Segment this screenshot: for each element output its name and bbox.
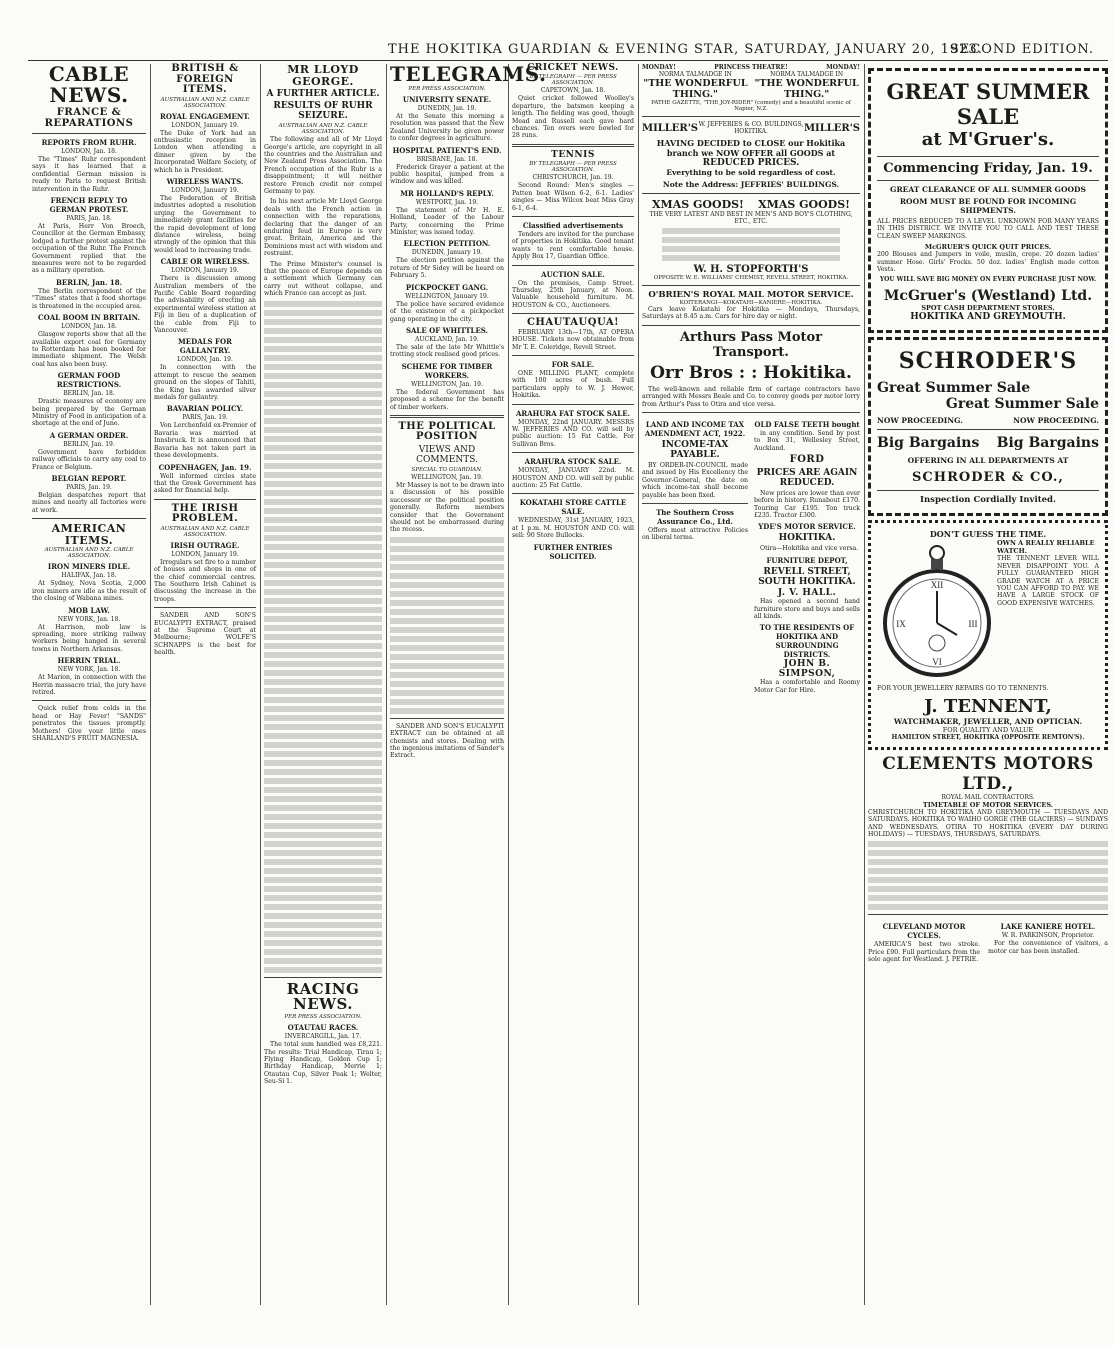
dateline: WELLINGTON, Jan. 19. xyxy=(411,473,483,481)
story-text: Quiet cricket followed Woolley's departure, the batsmen keeping a length. The fielding was good, though Mead and Russell each gave hard chances. Ten overs were bowled for 28 runs. xyxy=(512,95,634,140)
dateline: BERLIN, Jan. 18. xyxy=(63,390,115,398)
dateline: WELLINGTON, January 19. xyxy=(405,292,489,300)
mcgruers-text: ALL PRICES REDUCED TO A LEVEL UNKNOWN FOR MANY YEARS IN THIS DISTRICT. WE INVITE YOU TO CALL AND TEST THESE CLEAN SWEEP MARKINGS. xyxy=(877,218,1099,240)
story-text: The federal Government has proposed a scheme for the benefit of timber workers. xyxy=(390,388,504,411)
story-head: COAL BOOM IN BRITAIN. xyxy=(38,313,140,323)
ad-text: ONE MILLING PLANT, complete with 100 acres of bush. Full particulars apply to W. J. Hewer, Hokitika. xyxy=(512,369,634,400)
kaniere-name: W. R. PARKINSON, Proprietor. xyxy=(1001,932,1095,940)
story-head: FRENCH REPLY TO GERMAN PROTEST. xyxy=(49,196,129,215)
dateline: DUNEDIN, January 19. xyxy=(411,249,483,257)
story-head: BELGIAN REPORT. xyxy=(51,473,127,483)
story-text: The Duke of York had an enthusiastic reception in London when attending a dinner given by the Incorporated Welfare Society, of which he is President. xyxy=(154,129,256,174)
ad-sub: INCOME-TAX PAYABLE. xyxy=(661,440,729,461)
story-head: MOB LAW. xyxy=(68,605,110,615)
story-text: At the Senate this morning a resolution was passed that the New Zealand University be given power to confer degrees in agriculture. xyxy=(390,113,504,143)
ad-head: FOR SALE. xyxy=(551,359,595,369)
ad-sub: HOKITIKA. xyxy=(778,533,836,544)
chautauqua-heading: CHAUTAUQUA! xyxy=(526,317,620,329)
story-head: IRON MINERS IDLE. xyxy=(47,562,131,572)
story-text: Well informed circles state that the Greek Government has asked for financial help. xyxy=(154,472,256,495)
dateline: NEW YORK, Jan. 18. xyxy=(57,666,121,674)
story-text: The statement of Mr H. E. Holland, Leader of the Labour Party, concerning the Prime Minister, was issued today. xyxy=(390,206,504,237)
theatre-right-label: MONDAY! xyxy=(826,64,860,71)
now-proceeding: NOW PROCEEDING. xyxy=(877,416,963,426)
timetable-filler xyxy=(868,841,1108,910)
ad-text: Offers most attractive Policies on liberal terms. xyxy=(642,527,748,542)
xmas-head: XMAS GOODS! xyxy=(652,198,744,211)
film-title: "THE WONDERFUL THING." xyxy=(643,78,748,100)
story-head: PICKPOCKET GANG. xyxy=(405,282,489,292)
story-text: The "Times" Ruhr correspondent says it has learned that a confidential German mission is ready to Paris to request British intervention in the Ruhr. xyxy=(32,156,146,193)
story-text: At Harrison, mob law is spreading, more striking railway workers being hanged in several towns in Northern Arkansas. xyxy=(32,623,146,653)
story-head: BERLIN, Jan. 18. xyxy=(55,277,123,287)
story-head: MR HOLLAND'S REPLY. xyxy=(400,188,494,198)
ad-text: FEBRUARY 13th—17th, AT OPERA HOUSE. Tickets now obtainable from Mr T. E. Coleridge, Revell Street. xyxy=(512,328,634,351)
story-text: Government have forbidden railway officials to carry any coal to France or Belgium. xyxy=(32,448,146,471)
column-local-ads xyxy=(642,64,860,1305)
tennent-trade: WATCHMAKER, JEWELLER, AND OPTICIAN. xyxy=(893,716,1083,726)
dateline: BRISBANE, Jan. 18. xyxy=(416,155,478,163)
tennent-ad xyxy=(868,520,1108,749)
masthead-title: THE HOKITIKA GUARDIAN & EVENING STAR, SATURDAY, JANUARY 20, 1923. xyxy=(388,42,983,57)
credit-line: PER PRESS ASSOCIATION. xyxy=(284,1014,362,1021)
kaniere-text: For the convenience of visitors, a motor car has been installed. xyxy=(988,940,1108,955)
story-text: The Berlin correspondent of the "Times" states that a food shortage is threatened in the occupied area. xyxy=(32,287,146,310)
millers-everything: Everything to be sold regardless of cost. xyxy=(666,168,836,177)
political-position-heading: THE POLITICAL POSITION xyxy=(398,420,496,443)
racing-news-heading: RACING NEWS. xyxy=(286,979,360,1014)
arthurs-pass-ad xyxy=(642,330,860,408)
tennent-address: HAMILTON STREET, HOKITIKA (OPPOSITE REMTON'S). xyxy=(891,733,1085,741)
story-head: CABLE OR WIRELESS. xyxy=(160,257,250,267)
story-head: MEDALS FOR GALLANTRY. xyxy=(178,337,232,356)
story-text: Von Lerchenfeld ex-Premier of Bavaria was married at Innsbruck. It is announced that Bavaria has not taken part in these developments. xyxy=(154,422,256,460)
cleveland-head: CLEVELAND MOTOR CYCLES. xyxy=(882,922,966,941)
dateline: LONDON, January 19. xyxy=(171,267,239,275)
credit-line: AUSTRALIAN AND N.Z. CABLE ASSOCIATION. xyxy=(278,123,368,136)
mcgruers-company: McGruer's (Westland) Ltd. xyxy=(883,288,1093,305)
star-name: NORMA TALMADGE IN xyxy=(770,71,844,78)
ad-text: BY ORDER-IN-COUNCIL made and issued by His Excellency the Governor-General, the date on which income-tax shall become payable has been fixed. xyxy=(642,462,748,499)
ad-head: Classified advertisements xyxy=(522,220,624,230)
column-cable-news xyxy=(32,64,146,1305)
millers-label: MILLER'S xyxy=(642,122,699,134)
ad-head: TO THE RESIDENTS OF HOKITIKA AND SURROUNDING DISTRICTS. xyxy=(759,623,855,660)
clements-sub: ROYAL MAIL CONTRACTORS. xyxy=(941,793,1035,801)
mcgruers-ad xyxy=(868,68,1108,333)
schroders-line: Great Summer Sale xyxy=(877,380,1031,397)
mcgruers-save: YOU WILL SAVE BIG MONEY ON EVERY PURCHASE JUST NOW. xyxy=(879,276,1097,284)
british-foreign-heading: BRITISH & FOREIGN ITEMS. xyxy=(171,63,239,95)
dateline: HALIFAX, Jan. 18. xyxy=(61,572,117,580)
story-text: Second Round: Men's singles — Patten beat Wilson 6-2, 6-1. Ladies' singles — Miss Wilcox beat Miss Gray 6-1, 6-4. xyxy=(512,182,634,212)
mcgruers-towns: HOKITIKA AND GREYMOUTH. xyxy=(910,312,1066,323)
story-head: ROYAL ENGAGEMENT. xyxy=(160,111,250,121)
obrien-sub: KOITERANGI—KOKATAHI—KANIERE—HOKITIKA. xyxy=(679,300,823,306)
story-text: Irregulars set fire to a number of houses and shops in one of the chief commercial centres. The Southern Irish Cabinet is discussing the increase in the troops. xyxy=(154,558,256,603)
dateline: NEW YORK, Jan. 18. xyxy=(57,615,121,623)
mcgruers-at: at M'Gruer's. xyxy=(921,129,1055,150)
hall-name: J. V. HALL. xyxy=(777,587,837,598)
story-text: Drastic measures of economy are being prepared by the German Ministry of Food in anticipation of a shortage at the end of June. xyxy=(32,398,146,428)
story-text: The Federation of British industries adopted a resolution urging the Government to immediately grant facilities for the rapid development of long distance wireless, being strongly of the opinion that this would lead to increasing trade. xyxy=(154,194,256,254)
millers-reduced: REDUCED PRICES. xyxy=(702,158,800,168)
orr-bros: Orr Bros : : Hokitika. xyxy=(650,362,852,383)
tennent-head: DON'T GUESS THE TIME. xyxy=(929,529,1047,540)
column-display-ads xyxy=(868,64,1108,1305)
story-head: ELECTION PETITION. xyxy=(403,239,491,249)
sub-heading: VIEWS AND COMMENTS. xyxy=(416,444,478,465)
story-head: COPENHAGEN, Jan. 19. xyxy=(158,462,252,472)
mcgruers-title: GREAT SUMMER SALE xyxy=(886,79,1090,129)
american-items-heading: AMERICAN ITEMS. xyxy=(51,522,127,547)
ad-head: LAND AND INCOME TAX AMENDMENT ACT, 1922. xyxy=(644,420,746,439)
story-text: In his next article Mr Lloyd George deals with the French action in connection with the reparations, declaring that the danger of an enduring feud in Europe is very great. Britain, America and the Dominions must act with wisdom and restraint. xyxy=(264,198,382,258)
story-text: At Sydney, Nova Scotia, 2,000 iron miners are idle as the result of the closing of Wabana mines. xyxy=(32,580,146,603)
story-text: At Marion, in connection with the Herrin massacre trial, the jury have retired. xyxy=(32,674,146,696)
schroders-ad xyxy=(868,337,1108,516)
kaniere-head: LAKE KANIERE HOTEL. xyxy=(1000,922,1096,932)
story-head: WIRELESS WANTS. xyxy=(166,176,244,186)
text-filler xyxy=(264,301,382,973)
mcgruers-start: Commencing Friday, Jan. 19. xyxy=(883,161,1093,176)
credit-line: BY TELEGRAPH — PER PRESS ASSOCIATION. xyxy=(529,74,617,87)
schroders-line: Great Summer Sale xyxy=(945,396,1099,413)
ad-head: KOKATAHI STORE CATTLE SALE. xyxy=(519,498,627,517)
ad-head: The Southern Cross Assurance Co., Ltd. xyxy=(656,508,734,527)
svg-text:XII: XII xyxy=(930,580,944,591)
svg-text:III: III xyxy=(968,619,978,630)
ad-head: AUCTION SALE. xyxy=(541,269,605,279)
svg-text:VI: VI xyxy=(932,657,942,668)
advertisement-text: Quick relief from colds in the head or Hay Fever! "SANDS" penetrates the tissues promptly. Mothers! Give your little ones SHARLAND'S FRUIT MAGNESIA. xyxy=(32,705,146,742)
story-text: The Prime Minister's counsel is that the peace of Europe depends on a settlement which Germany can carry out without collapse, and which France can accept as just. xyxy=(264,260,382,298)
ad-head: ARAHURA FAT STOCK SALE. xyxy=(516,408,630,418)
story-text: Glasgow reports show that all the available export coal for Germany to Rotterdam has been booked for immediate shipment. The Welsh coal has also been busy. xyxy=(32,331,146,368)
ad-text: Tenders are invited for the purchase of properties in Hokitika. Good tenant wants to rent comfortable house. Apply Box 17, Guardian Office. xyxy=(512,230,634,261)
arthurs-text: The well-known and reliable firm of cartage contractors have arranged with Messrs Beale and Co. to convey goods per motor lorry from Arthur's Pass to Otira and vice versa. xyxy=(642,385,860,408)
obrien-head: O'BRIEN'S ROYAL MAIL MOTOR SERVICE. xyxy=(648,290,854,300)
dateline: DUNEDIN, Jan. 19. xyxy=(417,105,477,112)
ad-text: Has a comfortable and Roomy Motor Car for Hire. xyxy=(754,679,860,694)
now-proceeding: NOW PROCEEDING. xyxy=(1013,416,1099,426)
millers-note: Note the Address: JEFFRIES' BUILDINGS. xyxy=(662,180,840,189)
story-head: UNIVERSITY SENATE. xyxy=(402,95,492,104)
millers-ad xyxy=(642,121,860,189)
story-head: A GERMAN ORDER. xyxy=(49,430,129,440)
ad-head: OLD FALSE TEETH bought xyxy=(754,420,860,430)
irish-problem-heading: THE IRISH PROBLEM. xyxy=(171,502,239,525)
story-head: BAVARIAN POLICY. xyxy=(166,404,244,414)
xmas-ad xyxy=(642,198,860,281)
schroders-company: SCHRODER & CO., xyxy=(912,470,1064,486)
story-head: SALE OF WHITTLES. xyxy=(405,325,489,335)
story-text: The following and all of Mr Lloyd George's article, are copyright in all the countries and the Australian and New Zealand Press Association. The French occupation of the Ruhr is a disappointment; it will neither restore French credit nor compel Germany to pay. xyxy=(264,136,382,195)
clements-text: CHRISTCHURCH TO HOKITIKA AND GREYMOUTH — TUESDAYS AND SATURDAYS. HOKITIKA TO WAIHO GORGE (THE GLACIERS) — SUNDAYS AND WEDNESDAYS. OTIRA TO HOKITIKA (EVERY DAY DURING HOLIDAYS) — TUESDAYS, THURSDAYS, SATURDAYS. xyxy=(868,808,1108,839)
millers-label: MILLER'S xyxy=(803,122,860,134)
cable-news-heading: CABLE NEWS. xyxy=(48,62,130,107)
ad-sub: REVELL STREET, SOUTH HOKITIKA. xyxy=(758,566,856,587)
credit-line: AUSTRALIAN AND N.Z. CABLE ASSOCIATION. xyxy=(44,547,134,560)
xmas-head: XMAS GOODS! xyxy=(758,198,850,211)
credit-line: PER PRESS ASSOCIATION. xyxy=(408,86,486,92)
film-title: "THE WONDERFUL THING." xyxy=(754,78,859,100)
dateline: LONDON, January 19. xyxy=(171,550,239,558)
clements-ad xyxy=(868,754,1108,911)
dateline: BERLIN, Jan. 19. xyxy=(63,440,115,448)
mcgruers-clearance: GREAT CLEARANCE OF ALL SUMMER GOODS xyxy=(890,185,1086,194)
advertisement-text: SANDER AND SON'S EUCALYPTI EXTRACT can be obtained at all chemists and stores. Dealing with the ingenious imitations of Sander's Extract. xyxy=(390,722,504,760)
sub-heading: RESULTS OF RUHR SEIZURE. xyxy=(273,101,373,122)
theatre-left-label: MONDAY! xyxy=(642,64,676,71)
story-head: IRISH OUTRAGE. xyxy=(170,540,240,550)
story-text: Belgian despatches report that mines and nearly all factories were at work. xyxy=(32,491,146,514)
tennent-text: THE TENNENT LEVER WILL NEVER DISAPPOINT YOU. A FULLY GUARANTEED HIGH GRADE WATCH AT A PRICE YOU CAN AFFORD TO PAY. WE HAVE A LARGE STOCK OF GOOD EXPENSIVE WATCHES. xyxy=(997,555,1099,607)
obrien-ad xyxy=(642,290,860,321)
schroders-offering: OFFERING IN ALL DEPARTMENTS AT xyxy=(907,456,1069,466)
tennent-sub: OWN A REALLY RELIABLE WATCH. xyxy=(997,539,1095,556)
mcgruers-room: ROOM MUST BE FOUND FOR INCOMING SHIPMENTS. xyxy=(899,197,1077,215)
ad-text: Has opened a second hand furniture store and buys and sells all kinds. xyxy=(754,598,860,621)
millers-address: W. JEFFERIES & CO. BUILDINGS, HOKITIKA. xyxy=(698,121,804,135)
dateline: PARIS, Jan. 19. xyxy=(182,414,228,422)
ad-text: MONDAY, 22nd JANUARY. MESSRS W. JEFFERIES AND CO. will sell by public auction: 15 Fat Cattle. For Sullivan Bros. xyxy=(512,418,634,448)
story-head: HOSPITAL PATIENT'S END. xyxy=(392,145,502,155)
sub-heading: A FURTHER ARTICLE. xyxy=(266,89,380,100)
telegrams-heading: TELEGRAMS. xyxy=(390,62,547,86)
dateline: WESTPORT, Jan. 19. xyxy=(415,198,479,206)
dateline: LONDON, Jan. 19. xyxy=(177,356,233,364)
tennent-repairs: FOR YOUR JEWELLERY REPAIRS GO TO TENNENTS. xyxy=(877,685,1049,693)
story-head: HERRIN TRIAL. xyxy=(57,656,121,666)
price-list-filler xyxy=(642,228,860,261)
schroders-invite: Inspection Cordially Invited. xyxy=(920,495,1056,506)
clements-timetable: TIMETABLE OF MOTOR SERVICES. xyxy=(922,800,1054,809)
arthurs-head: Arthurs Pass Motor Transport. xyxy=(679,329,823,360)
story-text: The total sum handled was £8,221. The results: Trial Handicap, Tirau 1; Flying Handicap, Golden Cup 1; Birthday Handicap, Merrie 1; Otautau Cup, Silver Peak 1; Welter, Seu-Si 1. xyxy=(264,1041,382,1086)
dateline: CHRISTCHURCH, Jan. 19. xyxy=(532,174,614,182)
story-head: REPORTS FROM RUHR. xyxy=(41,138,137,147)
ad-head: YDE'S MOTOR SERVICE. xyxy=(758,522,856,532)
story-head: SCHEME FOR TIMBER WORKERS. xyxy=(401,361,493,380)
story-text: Frederick Grayer a patient at the public hospital, jumped from a window and was killed. xyxy=(390,163,504,186)
edition-label: SECOND EDITION. xyxy=(949,42,1094,57)
ad-head: ARAHURA STOCK SALE. xyxy=(524,457,622,467)
story-head: GERMAN FOOD RESTRICTIONS. xyxy=(56,371,122,390)
dateline: PARIS, Jan. 19. xyxy=(66,483,112,491)
tennent-name: J. TENNENT, xyxy=(924,695,1052,717)
story-text: The police have secured evidence of the existence of a pickpocket gang operating in the city. xyxy=(390,300,504,323)
story-text: In connection with the attempt to rescue the seamen ground on the slopes of Tahiti, the King has awarded silver medals for gallantry. xyxy=(154,364,256,402)
pocket-watch-icon xyxy=(877,543,997,681)
column-telegrams xyxy=(390,62,547,1305)
obrien-text: Cars leave Kokatahi for Hokitika — Mondays, Thursdays, Saturdays at 8.45 a.m. Cars for hire day or night. xyxy=(642,306,860,321)
dateline: LONDON, January 19. xyxy=(171,121,239,129)
credit-line: BY TELEGRAPH — PER PRESS ASSOCIATION. xyxy=(529,161,617,174)
cleveland-text: AMERICA'S best two stroke. Price £90. Full particulars from the sole agent for Westland. J. PETRIE. xyxy=(868,941,980,964)
big-bargains: Big Bargains xyxy=(996,435,1099,452)
story-head: OTAUTAU RACES. xyxy=(287,1023,359,1033)
dateline: INVERCARGILL, Jan. 17. xyxy=(284,1033,362,1041)
dateline: LONDON, January 19. xyxy=(171,186,239,194)
ad-text: On the premises, Camp Street. Thursday, 25th January, at Noon. Valuable household furniture. M. HOUSTON & CO., Auctioneers. xyxy=(512,279,634,309)
ad-head: FURTHER ENTRIES SOLICITED. xyxy=(533,542,613,561)
dateline: LONDON, Jan. 18. xyxy=(61,323,117,331)
mcgruers-spot: SPOT CASH DEPARTMENT STORES. xyxy=(921,304,1055,313)
lower-ad-block xyxy=(642,417,860,697)
credit-line: AUSTRALIAN AND N.Z. CABLE ASSOCIATION. xyxy=(160,96,250,109)
story-text: Mr Massey is not to be drawn into a discussion of his possible successor or the political position generally. Reform members consider that the Government should not be embarrassed during the recess. xyxy=(390,481,504,534)
ad-head: FURNITURE DEPOT, xyxy=(766,555,848,565)
xmas-line: THE VERY LATEST AND BEST IN MEN'S AND BOY'S CLOTHING, ETC., ETC. xyxy=(649,211,853,225)
dateline: LONDON, Jan. 18. xyxy=(61,148,117,155)
column-lloyd-george xyxy=(264,64,382,1305)
lloyd-george-heading: MR LLOYD GEORGE. xyxy=(287,63,359,88)
clements-title: CLEMENTS MOTORS LTD., xyxy=(882,753,1094,794)
ad-text: in any condition. Send by post to Box 31, Wellesley Street, Auckland. xyxy=(754,430,860,452)
mcgruers-specials-head: McGRUER'S QUICK QUIT PRICES. xyxy=(924,243,1052,252)
dateline: CAPETOWN, Jan. 18. xyxy=(540,87,606,95)
story-text: The election petition against the return of Mr Sidey will be heard on February 5. xyxy=(390,257,504,280)
theatre-header xyxy=(642,64,860,71)
simpson-name: JOHN B. SIMPSON, xyxy=(778,659,836,679)
france-reparations-heading: FRANCE & REPARATIONS xyxy=(44,107,134,129)
credit-line: AUSTRALIAN AND N.Z. CABLE ASSOCIATION. xyxy=(160,525,250,538)
bottom-ads xyxy=(868,919,1108,966)
story-text: The sale of the late Mr Whittle's trotting stock realised good prices. xyxy=(390,343,504,359)
millers-closing: HAVING DECIDED to CLOSE our Hokitika branch we NOW OFFER all GOODS at xyxy=(656,138,846,158)
ad-text: WEDNESDAY, 31st JANUARY, 1923, at 1 p.m. M. HOUSTON AND CO. will sell: 90 Store Bullocks. xyxy=(512,517,634,540)
schroders-title: SCHRODER'S xyxy=(898,348,1078,375)
star-name: NORMA TALMADGE IN xyxy=(658,71,732,78)
mcgruers-specials: 200 Blouses and Jumpers in voile, muslin, crepe. 20 dozen ladies' summer Hose. Girls' Frocks. 50 doz. ladies' English made cotton Vests. xyxy=(877,251,1099,274)
cricket-news-heading: CRICKET NEWS. xyxy=(527,63,619,73)
theatre-name: PRINCESS THEATRE! xyxy=(714,64,788,71)
ford-head: FORD xyxy=(789,454,825,466)
credit-line: SPECIAL TO GUARDIAN. xyxy=(411,466,483,473)
column-cricket-classified xyxy=(512,64,634,1305)
ad-text: New prices are lower than ever before in history. Runabout £170. Touring Car £195. Ton truck £235. Tractor £300. xyxy=(754,489,860,519)
theatre-extra: PATHE GAZETTE, "THE JOY-RIDER" (comedy) and a beautiful scenic of Napier, N.Z. xyxy=(651,100,851,112)
stopforth-address: OPPOSITE W. E. WILLIAMS' CHEMIST, REVELL STREET, HOKITIKA. xyxy=(653,275,849,281)
dateline: PARIS, Jan. 18. xyxy=(66,215,112,223)
story-text: At Paris, Herr Von Broech, Councillor at the German Embassy, lodged a further protest against the occupation of the Ruhr. The French Government replied that the measures were not to be regarded as a military operation. xyxy=(32,223,146,275)
theatre-double-bill xyxy=(642,71,860,100)
dateline: WELLINGTON, Jan. 19. xyxy=(411,380,483,388)
tennent-quality: FOR QUALITY AND VALUE xyxy=(942,725,1034,734)
column-british-foreign xyxy=(154,64,256,1305)
story-text: There is discussion among Australian members of the Pacific Cable Board regarding the advisability of erecting an experimental wireless station at Fiji in lieu of a duplication of the cable from Fiji to Vancouver. xyxy=(154,275,256,335)
ad-text: MONDAY, JANUARY 22nd. M. HOUSTON AND CO. will sell by public auction: 25 Fat Cattle. xyxy=(512,467,634,489)
masthead xyxy=(28,40,1108,61)
big-bargains: Big Bargains xyxy=(877,435,980,452)
dateline: AUCKLAND, Jan. 19. xyxy=(415,335,479,343)
text-filler xyxy=(390,537,504,714)
svg-text:IX: IX xyxy=(896,619,906,630)
advertisement-text: SANDER AND SON'S EUCALYPTI EXTRACT, praised at the Supreme Court at Melbourne; WOLFE'S SCHNAPPS is the best for health. xyxy=(154,612,256,657)
tennis-heading: TENNIS xyxy=(551,149,595,160)
ad-sub: PRICES ARE AGAIN REDUCED. xyxy=(756,467,858,488)
ad-text: Otira—Hokitika and vice versa. xyxy=(760,545,859,553)
stopforth-name: W. H. STOPFORTH'S xyxy=(693,264,809,275)
